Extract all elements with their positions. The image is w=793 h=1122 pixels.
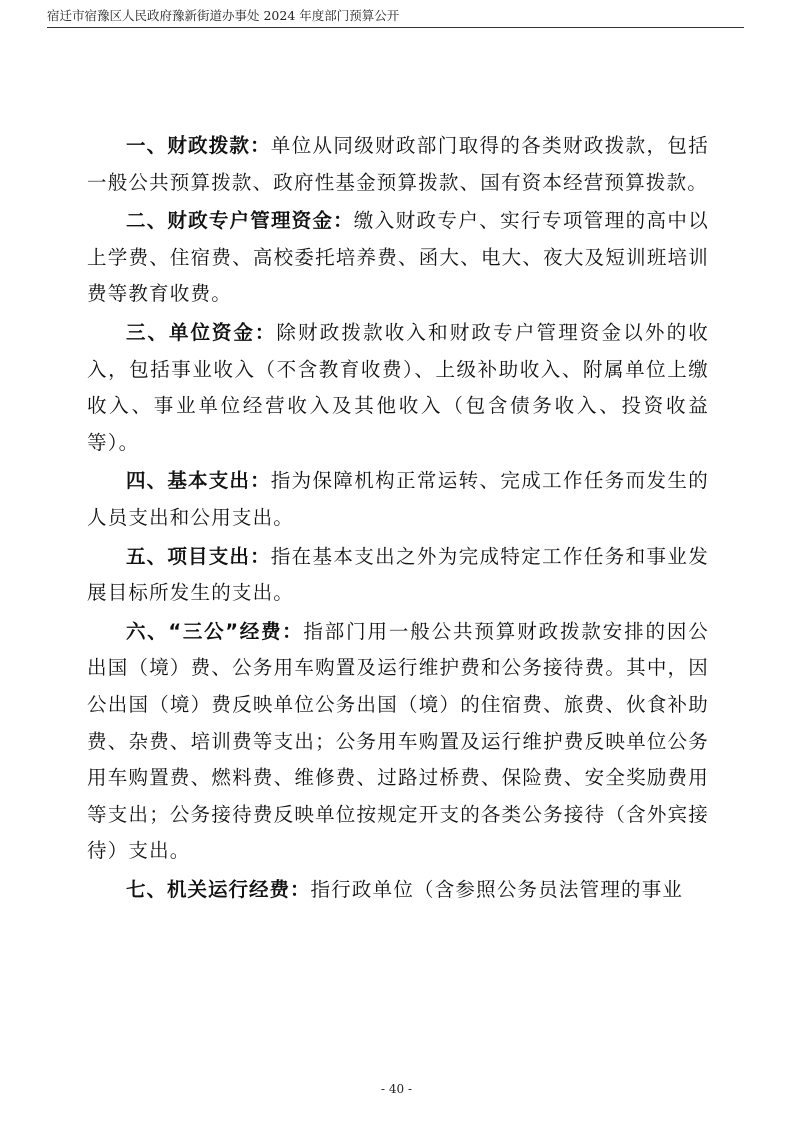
definition-paragraph-7: [87, 872, 709, 909]
definition-term: 四、基本支出：: [126, 469, 271, 493]
definition-paragraph-6: [87, 614, 709, 870]
definition-term: 五、项目支出：: [126, 544, 271, 568]
definition-paragraph-1: [87, 128, 709, 201]
definition-term: 一、财政拨款：: [126, 134, 271, 157]
definition-term: 二、财政专户管理资金：: [126, 209, 354, 233]
definition-term: 六、“三公”经费：: [126, 619, 304, 643]
definition-term: 三、单位资金：: [126, 320, 277, 344]
definition-paragraph-4: [87, 463, 709, 536]
definition-text: 除财政拨款收入和财政专户管理资金以外的收入，包括事业收入（不含教育收费）、上级补助收入、附属单位上缴收入、事业单位经营收入及其他收入（包含债务收入、投资收益等）。: [87, 320, 709, 454]
definition-text: 指部门用一般公共预算财政拨款安排的因公出国（境）费、公务用车购置及运行维护费和公务接待费。其中，因公出国（境）费反映单位公务出国（境）的住宿费、旅费、伙食补助费、杂费、培训费等支出；公务用车购置及运行维护费反映单位公务用车购置费、燃料费、维修费、过路过桥费、保险费、安全奖励费用等支出；公务接待费反映单位按规定开支的各类公务接待（含外宾接待）支出。: [87, 619, 709, 863]
page-number: - 40 -: [380, 1082, 412, 1096]
definition-text: 指行政单位（含参照公务员法管理的事业: [310, 877, 684, 901]
header-divider: [47, 27, 744, 28]
definition-text: 缴入财政专户、实行专项管理的高中以上学费、住宿费、高校委托培养费、函大、电大、夜大及短训班培训费等教育收费。: [87, 209, 709, 306]
definition-term: 七、机关运行经费：: [126, 877, 311, 901]
page-header: 宿迁市宿豫区人民政府豫新街道办事处 2024 年度部门预算公开: [47, 8, 400, 23]
definition-paragraph-5: [87, 539, 709, 612]
document-body: [87, 128, 709, 910]
definition-text: 指在基本支出之外为完成特定工作任务和事业发展目标所发生的支出。: [87, 544, 709, 605]
definition-text: 指为保障机构正常运转、完成工作任务而发生的人员支出和公用支出。: [87, 469, 709, 529]
definition-paragraph-3: [87, 315, 709, 461]
definition-paragraph-2: [87, 203, 709, 313]
definition-text: 单位从同级财政部门取得的各类财政拨款，包括一般公共预算拨款、政府性基金预算拨款、国有资本经营预算拨款。: [87, 134, 709, 194]
